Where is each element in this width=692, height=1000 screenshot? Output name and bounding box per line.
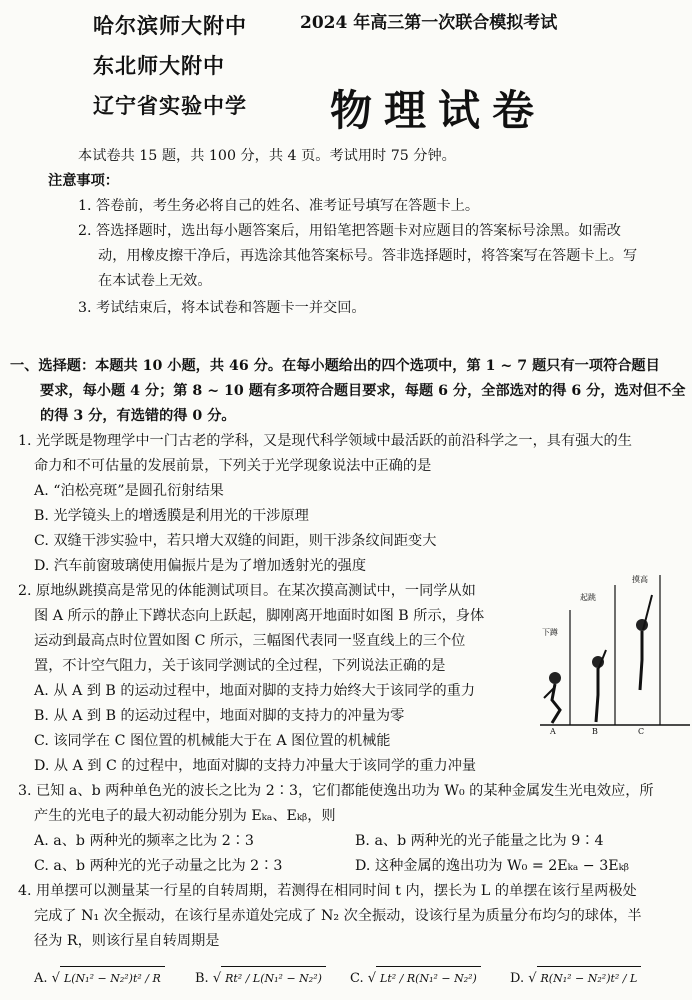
school-name-1: 哈尔滨师大附中 (93, 14, 247, 38)
notes-title: 注意事项： (48, 173, 119, 189)
q3-option-d: D. 这种金属的逸出功为 W₀ = 2Eₖₐ − 3Eₖᵦ (355, 858, 629, 874)
figure-c-person (636, 595, 652, 690)
q4-option-a-expr: L(N₁² − N₂²)t² / R (60, 966, 165, 990)
q1-option-a: A. “泊松亮斑”是圆孔衍射结果 (34, 483, 224, 499)
jump-figure (540, 570, 690, 735)
section-heading: 的得 3 分，有选错的得 0 分。 (40, 408, 236, 424)
q4-option-b-expr: Rt² / L(N₁² − N₂²) (221, 966, 326, 990)
q4-option-d: D. √ R(N₁² − N₂²)t² / L (510, 966, 641, 990)
section-heading: 要求，每小题 4 分；第 8 ~ 10 题有多项符合题目要求，每题 6 分，全部选对的得 6 分，选对但不全 (40, 383, 686, 399)
q1-stem: 命力和不可估量的发展前景，下列关于光学现象说法中正确的是 (34, 458, 432, 474)
q2-option-d: D. 从 A 到 C 的过程中，地面对脚的支持力冲量大于该同学的重力冲量 (34, 758, 477, 774)
note-line: 动，用橡皮擦干净后，再选涂其他答案标号。答非选择题时，将答案写在答题卡上。写 (98, 248, 638, 264)
section-heading: 一、选择题：本题共 10 小题，共 46 分。在每小题给出的四个选项中，第 1 ~ 7 题只有一项符合题目 (10, 358, 660, 374)
figure-a-person (544, 672, 561, 723)
q4-option-a-label: A. (34, 971, 48, 986)
figure-b-person (592, 650, 606, 722)
q4-option-c-expr: Lt² / R(N₁² − N₂²) (376, 966, 481, 990)
exam-title: 2024 年高三第一次联合模拟考试 (300, 13, 558, 33)
q2-option-b: B. 从 A 到 B 的运动过程中，地面对脚的支持力的冲量为零 (34, 708, 405, 724)
q3-option-c: C. a、b 两种光的光子动量之比为 2∶3 (34, 858, 283, 874)
school-name-3: 辽宁省实验中学 (93, 94, 247, 118)
q3-option-a: A. a、b 两种光的频率之比为 2∶3 (34, 833, 254, 849)
q4-stem: 径为 R，则该行星自转周期是 (34, 933, 220, 949)
label-squat: 下蹲 (542, 628, 558, 637)
q1-option-b: B. 光学镜头上的增透膜是利用光的干涉原理 (34, 508, 309, 524)
school-name-2: 东北师大附中 (93, 54, 225, 78)
intro-line: 本试卷共 15 题，共 100 分，共 4 页。考试用时 75 分钟。 (78, 148, 456, 164)
note-line: 2. 答选择题时，选出每小题答案后，用铅笔把答题卡对应题目的答案标号涂黑。如需改 (78, 223, 621, 239)
q1-stem: 1. 光学既是物理学中一门古老的学科，又是现代科学领域中最活跃的前沿科学之一，具有强大的生 (18, 433, 632, 449)
label-takeoff: 起跳 (580, 593, 596, 602)
q2-stem: 2. 原地纵跳摸高是常见的体能测试项目。在某次摸高测试中，一同学从如 (18, 583, 476, 599)
q3-option-b: B. a、b 两种光的光子能量之比为 9∶4 (355, 833, 604, 849)
note-line: 3. 考试结束后，将本试卷和答题卡一并交回。 (78, 300, 366, 316)
q4-option-d-label: D. (510, 971, 525, 986)
q4-stem: 完成了 N₁ 次全振动，在该行星赤道处完成了 N₂ 次全振动，设该行星为质量分布均匀的球体，半 (34, 908, 642, 924)
subject-title: 物理试卷 (330, 86, 547, 135)
q4-option-b-label: B. (195, 971, 209, 986)
note-line: 在本试卷上无效。 (98, 273, 212, 289)
q3-stem: 产生的光电子的最大初动能分别为 Eₖₐ、Eₖᵦ，则 (34, 808, 336, 824)
q3-stem: 3. 已知 a、b 两种单色光的波长之比为 2∶3，它们都能使逸出功为 W₀ 的某种金属发生光电效应，所 (18, 783, 654, 799)
q4-stem: 4. 用单摆可以测量某一行星的自转周期，若测得在相同时间 t 内，摆长为 L 的单摆在该行星两极处 (18, 883, 637, 899)
q4-option-d-expr: R(N₁² − N₂²)t² / L (537, 966, 642, 990)
label-reach: 摸高 (632, 575, 648, 584)
q2-option-c: C. 该同学在 C 图位置的机械能大于在 A 图位置的机械能 (34, 733, 391, 749)
panel-label-a: A (550, 727, 556, 735)
q2-stem: 图 A 所示的静止下蹲状态向上跃起，脚刚离开地面时如图 B 所示，身体 (34, 608, 485, 624)
q1-option-c: C. 双缝干涉实验中，若只增大双缝的间距，则干涉条纹间距变大 (34, 533, 437, 549)
q4-option-b: B. √ Rt² / L(N₁² − N₂²) (195, 966, 326, 990)
q1-option-d: D. 汽车前窗玻璃使用偏振片是为了增加透射光的强度 (34, 558, 367, 574)
panel-label-b: B (592, 727, 598, 735)
q4-option-c-label: C. (350, 971, 364, 986)
note-line: 1. 答卷前，考生务必将自己的姓名、准考证号填写在答题卡上。 (78, 198, 480, 214)
q2-stem: 运动到最高点时位置如图 C 所示，三幅图代表同一竖直线上的三个位 (34, 633, 466, 649)
q4-option-a: A. √ L(N₁² − N₂²)t² / R (34, 966, 165, 990)
q2-stem: 置，不计空气阻力，关于该同学测试的全过程，下列说法正确的是 (34, 658, 446, 674)
q2-option-a: A. 从 A 到 B 的运动过程中，地面对脚的支持力始终大于该同学的重力 (34, 683, 476, 699)
q4-option-c: C. √ Lt² / R(N₁² − N₂²) (350, 966, 481, 990)
panel-label-c: C (638, 727, 645, 735)
